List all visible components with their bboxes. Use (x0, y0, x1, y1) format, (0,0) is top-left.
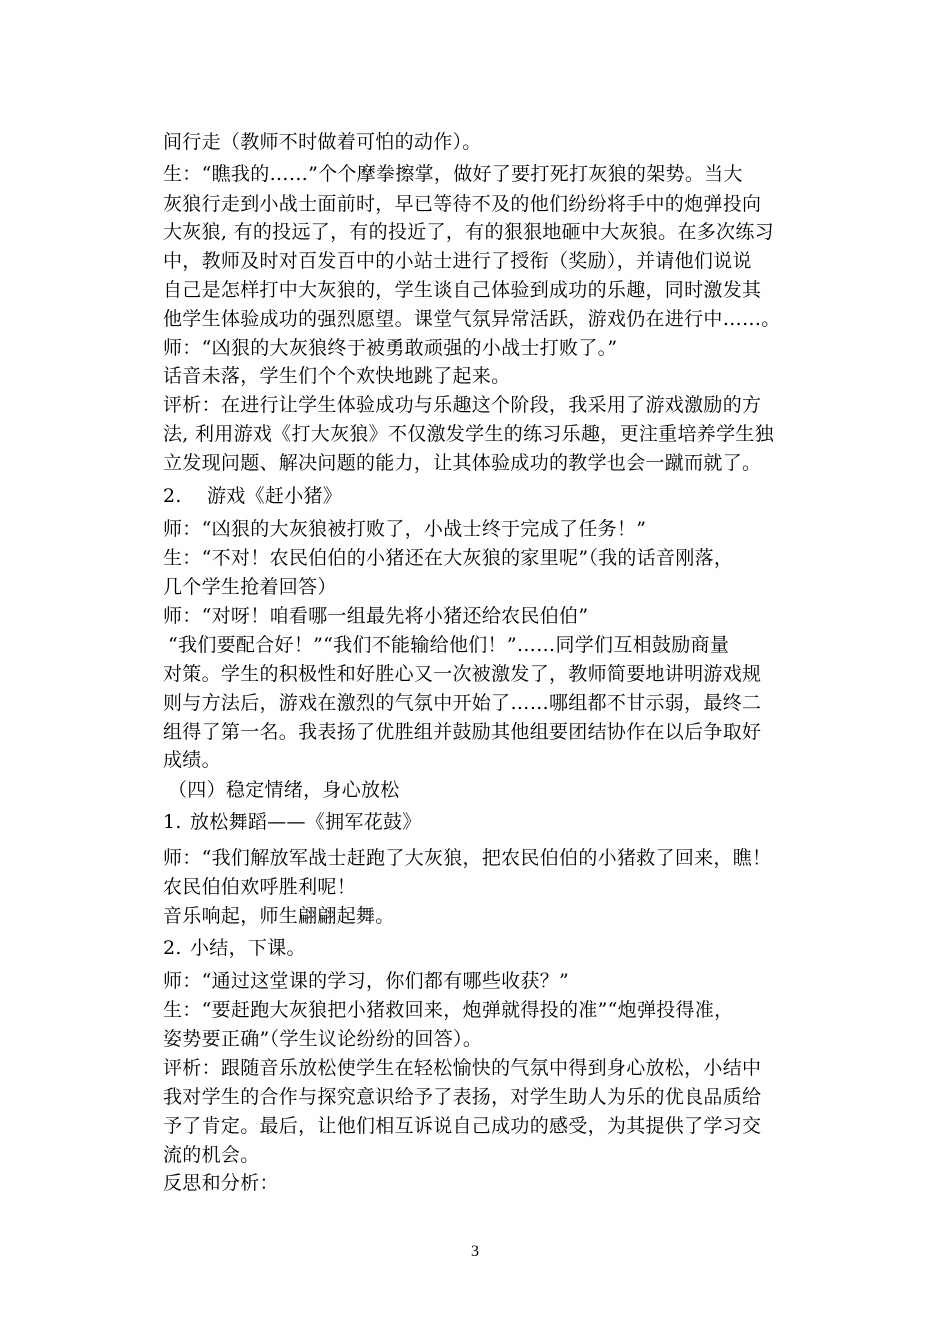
paragraph-line: 则与方法后，游戏在激烈的气氛中开始了……哪组都不甘示弱，最终二 (163, 692, 762, 714)
paragraph-line: 灰狼行走到小战士面前时，早已等待不及的他们纷纷将手中的炮弹投向 (163, 193, 762, 215)
paragraph-line: 农民伯伯欢呼胜利呢！ (163, 876, 357, 898)
paragraph-line: 师：“对呀！咱看哪一组最先将小猪还给农民伯伯” (163, 605, 589, 627)
paragraph-line: 对策。学生的积极性和好胜心又一次被激发了，教师简要地讲明游戏规 (163, 663, 762, 685)
paragraph-line: 师：“凶狠的大灰狼终于被勇敢顽强的小战士打败了。” (163, 337, 618, 359)
paragraph-line: 他学生体验成功的强烈愿望。课堂气氛异常活跃，游戏仍在进行中……。 (163, 308, 781, 330)
section-heading-dance (163, 808, 422, 836)
paragraph-line: 师：“通过这堂课的学习，你们都有哪些收获？” (163, 970, 570, 992)
section-heading-summary (163, 934, 306, 962)
paragraph-line: 立发现问题、解决问题的能力，让其体验成功的教学也会一蹴而就了。 (163, 452, 762, 474)
paragraph-line: 间行走（教师不时做着可怕的动作）。 (163, 131, 482, 153)
heading-number: 1. (163, 811, 182, 833)
paragraph-line: 中，教师及时对百发百中的小站士进行了授衔（奖励），并请他们说说 (163, 250, 752, 272)
paragraph-line: 自己是怎样打中大灰狼的，学生谈自己体验到成功的乐趣，同时激发其 (163, 279, 762, 301)
paragraph-line: 评析：跟随音乐放松使学生在轻松愉快的气氛中得到身心放松，小结中 (163, 1057, 762, 1079)
paragraph-line: 师：“我们解放军战士赶跑了大灰狼，把农民伯伯的小猪救了回来，瞧！ (163, 847, 772, 869)
section-heading-game (163, 482, 342, 510)
paragraph-line: 予了肯定。最后，让他们相互诉说自己成功的感受，为其提供了学习交 (163, 1115, 762, 1137)
paragraph-line: 我对学生的合作与探究意识给予了表扬，对学生助人为乐的优良品质给 (163, 1086, 762, 1108)
paragraph-line: 反思和分析： (163, 1172, 279, 1194)
paragraph-line: 生：“不对！农民伯伯的小猪还在大灰狼的家里呢”（我的话音刚落， (163, 547, 734, 569)
heading-number: 2. (163, 937, 182, 959)
paragraph-line: 法, 利用游戏《打大灰狼》不仅激发学生的练习乐趣，更注重培养学生独 (163, 423, 774, 445)
section-heading-relax: （四）稳定情绪，身心放松 (168, 779, 400, 801)
paragraph-line: 组得了第一名。我表扬了优胜组并鼓励其他组要团结协作在以后争取好 (163, 721, 762, 743)
paragraph-line: 姿势要正确”（学生议论纷纷的回答）。 (163, 1028, 483, 1050)
paragraph-line: 几个学生抢着回答） (163, 576, 337, 598)
heading-text: 游戏《赶小猪》 (207, 485, 343, 507)
paragraph-line: 评析：在进行让学生体验成功与乐趣这个阶段，我采用了游戏激励的方 (163, 394, 762, 416)
paragraph-line: 流的机会。 (163, 1144, 260, 1166)
heading-text: 小结，下课。 (190, 937, 306, 959)
paragraph-line: 师：“凶狠的大灰狼被打败了，小战士终于完成了任务！” (163, 518, 647, 540)
page-number: 3 (471, 1243, 479, 1260)
paragraph-line: 大灰狼, 有的投远了，有的投近了，有的狠狠地砸中大灰狼。在多次练习 (163, 221, 774, 243)
heading-text: 放松舞蹈——《拥军花鼓》 (190, 811, 422, 833)
paragraph-line: “我们要配合好！”“我们不能输给他们！”……同学们互相鼓励商量 (168, 634, 730, 656)
paragraph-line: 音乐响起，师生翩翩起舞。 (163, 905, 395, 927)
heading-number: 2. (163, 485, 182, 507)
paragraph-line: 成绩。 (163, 749, 221, 771)
paragraph-line: 生：“瞧我的……”个个摩拳擦掌，做好了要打死打灰狼的架势。当大 (163, 163, 743, 185)
paragraph-line: 话音未落，学生们个个欢快地跳了起来。 (163, 365, 511, 387)
paragraph-line: 生：“要赶跑大灰狼把小猪救回来，炮弹就得投的准”“炮弹投得准， (163, 999, 734, 1021)
